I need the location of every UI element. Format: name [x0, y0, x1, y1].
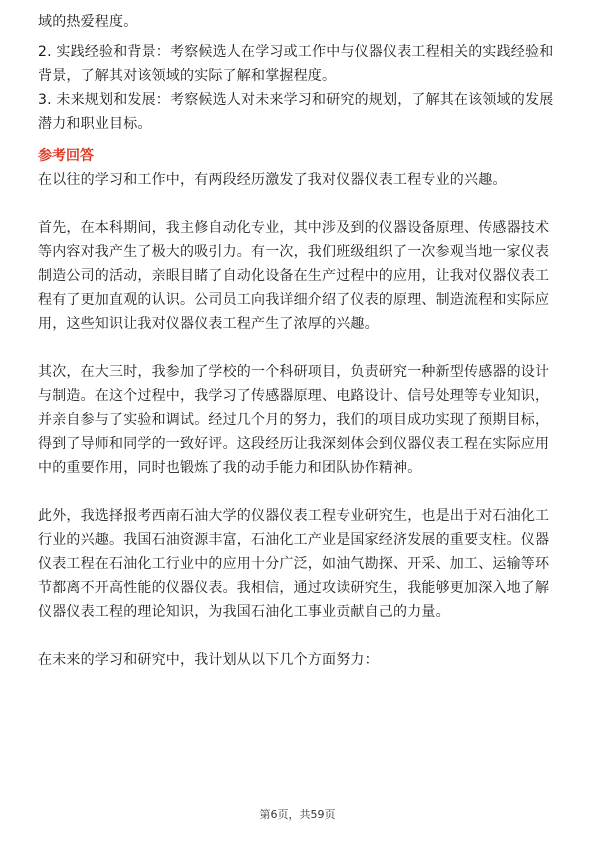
criteria-item-2-line-2: 背景，了解其对该领域的实际了解和掌握程度。	[38, 68, 337, 84]
paragraph-3	[38, 504, 560, 624]
closing-sentence: 在未来的学习和研究中，我计划从以下几个方面努力：	[38, 652, 379, 668]
spacer	[38, 624, 560, 648]
spacer	[38, 192, 560, 216]
criteria-item-2-line-1: 2. 实践经验和背景：考察候选人在学习或工作中与仪器仪表工程相关的实践经验和	[38, 44, 554, 60]
document-body	[38, 10, 560, 672]
paragraph-line: 中的重要作用，同时也锻炼了我的动手能力和团队协作精神。	[38, 460, 422, 476]
paragraph-line: 并亲自参与了实验和调试。经过几个月的努力，我们的项目成功实现了预期目标，	[38, 412, 550, 428]
criteria-item-3-line-2: 潜力和职业目标。	[38, 116, 152, 132]
answer-heading: 参考回答	[38, 148, 94, 164]
paragraph-line: 节都离不开高性能的仪器仪表。我相信，通过攻读研究生，我能够更加深入地了解	[38, 580, 550, 596]
paragraph-line: 程有了更加直观的认识。公司员工向我详细介绍了仪表的原理、制造流程和实际应	[38, 292, 550, 308]
paragraph-line: 用，这些知识让我对仪器仪表工程产生了浓厚的兴趣。	[38, 316, 379, 332]
spacer	[38, 136, 560, 142]
answer-intro: 在以往的学习和工作中，有两段经历激发了我对仪器仪表工程专业的兴趣。	[38, 172, 507, 188]
paragraph-line: 其次，在大三时，我参加了学校的一个科研项目，负责研究一种新型传感器的设计	[38, 364, 550, 380]
paragraph-line: 首先，在本科期间，我主修自动化专业，其中涉及到的仪器设备原理、传感器技术	[38, 220, 550, 236]
paragraph-line: 得到了导师和同学的一致好评。这段经历让我深刻体会到仪器仪表工程在实际应用	[38, 436, 550, 452]
paragraph-line: 等内容对我产生了极大的吸引力。有一次，我们班级组织了一次参观当地一家仪表	[38, 244, 550, 260]
paragraph-2	[38, 360, 560, 480]
paragraph-line: 行业的兴趣。我国石油资源丰富，石油化工产业是国家经济发展的重要支柱。仪器	[38, 532, 550, 548]
spacer	[38, 336, 560, 360]
paragraph-line: 此外，我选择报考西南石油大学的仪器仪表工程专业研究生，也是出于对石油化工	[38, 508, 550, 524]
paragraph-line: 与制造。在这个过程中，我学习了传感器原理、电路设计、信号处理等专业知识，	[38, 388, 550, 404]
criteria-item-1-tail: 域的热爱程度。	[38, 14, 138, 30]
paragraph-line: 仪表工程在石油化工行业中的应用十分广泛，如油气勘探、开采、加工、运输等环	[38, 556, 550, 572]
paragraph-1	[38, 216, 560, 336]
paragraph-line: 制造公司的活动，亲眼目睹了自动化设备在生产过程中的应用，让我对仪器仪表工	[38, 268, 550, 284]
page-number: 第6页，共59页	[259, 808, 336, 821]
spacer	[38, 480, 560, 504]
paragraph-line: 仪器仪表工程的理论知识，为我国石油化工事业贡献自己的力量。	[38, 604, 450, 620]
criteria-item-3-line-1: 3. 未来规划和发展：考察候选人对未来学习和研究的规划，了解其在该领域的发展	[38, 92, 554, 108]
